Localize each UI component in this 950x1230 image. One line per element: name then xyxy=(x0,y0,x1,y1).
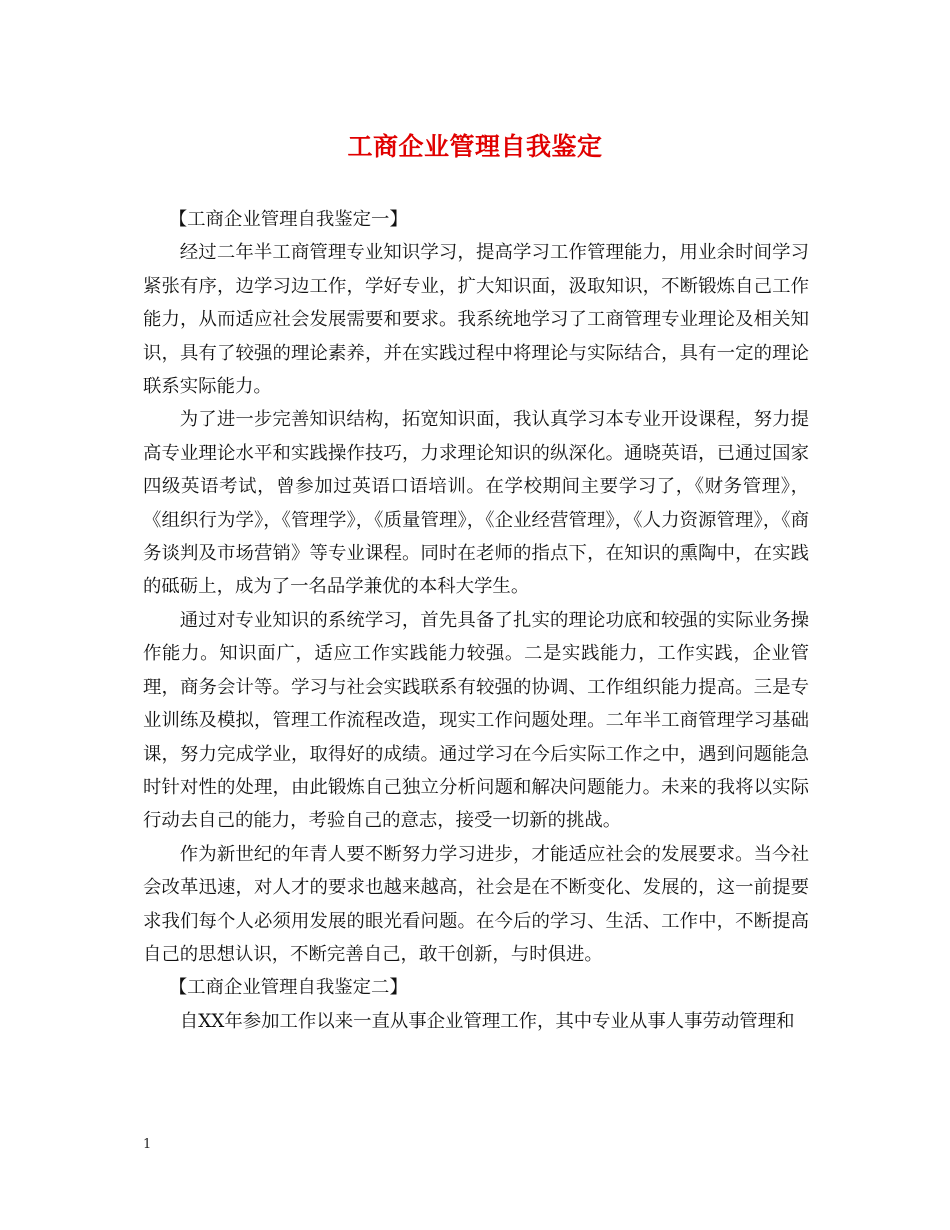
paragraph: 通过对专业知识的系统学习，首先具备了扎实的理论功底和较强的实际业务操作能力。知识面广，适应工作实践能力较强。二是实践能力，工作实践，企业管理，商务会计等。学习与社会实践联系有较强的协调、工作组织能力提高。三是专业训练及模拟，管理工作流程改造，现实工作问题处理。二年半工商管理学习基础课，努力完成学业，取得好的成绩。通过学习在今后实际工作之中，遇到问题能急时针对性的处理，由此锻炼自己独立分析问题和解决问题能力。未来的我将以实际行动去自己的能力，考验自己的意志，接受一切新的挑战。 xyxy=(143,609,809,832)
section-heading-1: 【工商企业管理自我鉴定一】 xyxy=(168,209,408,230)
document-title: 工商企业管理自我鉴定 xyxy=(347,132,603,161)
document-body xyxy=(143,203,809,1038)
paragraph: 自XX年参加工作以来一直从事企业管理工作，其中专业从事人事劳动管理和 xyxy=(179,1010,795,1032)
paragraph: 作为新世纪的年青人要不断努力学习进步，才能适应社会的发展要求。当今社会改革迅速，对人才的要求也越来越高，社会是在不断变化、发展的，这一前提要求我们每个人必须用发展的眼光看问题。在今后的学习、生活、工作中，不断提高自己的思想认识，不断完善自己，敢干创新，与时俱进。 xyxy=(143,843,809,965)
page-number: 1 xyxy=(143,1137,152,1152)
paragraph: 为了进一步完善知识结构，拓宽知识面，我认真学习本专业开设课程，努力提高专业理论水平和实践操作技巧，力求理论知识的纵深化。通晓英语，已通过国家四级英语考试，曾参加过英语口语培训。在学校期间主要学习了，《财务管理》，《组织行为学》，《管理学》，《质量管理》，《企业经营管理》，《人力资源管理》，《商务谈判及市场营销》等专业课程。同时在老师的指点下，在知识的熏陶中，在实践的砥砺上，成为了一名品学兼优的本科大学生。 xyxy=(143,409,809,598)
section-heading-2: 【工商企业管理自我鉴定二】 xyxy=(168,977,408,999)
paragraph: 经过二年半工商管理专业知识学习，提高学习工作管理能力，用业余时间学习紧张有序，边学习边工作，学好专业，扩大知识面，汲取知识，不断锻炼自己工作能力，从而适应社会发展需要和要求。我系统地学习了工商管理专业理论及相关知识，具有了较强的理论素养，并在实践过程中将理论与实际结合，具有一定的理论联系实际能力。 xyxy=(143,242,809,398)
